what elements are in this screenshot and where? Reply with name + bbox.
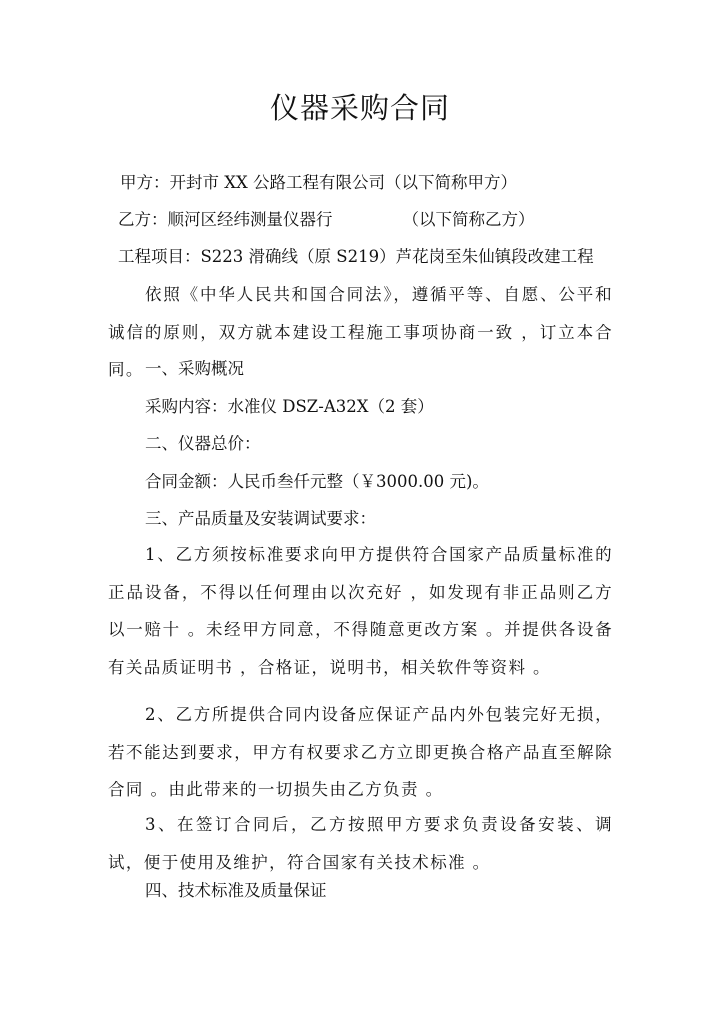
project-line: 工程项目：S223 滑确线（原 S219）芦花岗至朱仙镇段改建工程: [118, 247, 594, 266]
section-3-item-2: 2、乙方所提供合同内设备应保证产品内外包装完好无损，若不能达到要求，甲方有权要求乙方立即更换合格产品直至解除合同 。由此带来的一切损失由乙方负责 。: [108, 705, 613, 799]
section-3-item-1: 1、乙方须按标准要求向甲方提供符合国家产品质量标准的正品设备，不得以任何理由以次充好 ，如发现有非正品则乙方以一赔十 。未经甲方同意，不得随意更改方案 。并提供各设备有关品质证明书 ，合格证，说明书，相关软件等资料 。: [108, 545, 613, 677]
section-1-heading: 一、采购概况: [145, 359, 244, 378]
section-3-item-3: 3、在签订合同后，乙方按照甲方要求负责设备安装、调试，便于使用及维护，符合国家有关技术标准 。: [108, 815, 613, 872]
document-title: 仪器采购合同: [269, 91, 450, 125]
party-b-name: 乙方：顺河区经纬测量仪器行: [118, 210, 333, 229]
party-b-alias: （以下简称乙方）: [402, 210, 535, 229]
section-1-body: 采购内容：水准仪 DSZ-A32X（2 套）: [145, 397, 434, 416]
party-b-line: [118, 209, 535, 231]
party-a-line: 甲方：开封市 XX 公路工程有限公司（以下简称甲方）: [120, 173, 517, 192]
section-3-heading: 三、产品质量及安装调试要求：: [145, 509, 376, 528]
section-4-heading: 四、技术标准及质量保证: [145, 881, 327, 900]
preamble-paragraph: 依照《中华人民共和国合同法》，遵循平等、自愿、公平和诚信的原则，双方就本建设工程施工事项协商一致 ，订立本合同。: [108, 285, 613, 379]
section-2-heading: 二、仪器总价：: [145, 434, 261, 453]
section-2-body: 合同金额：人民币叁仟元整（￥3000.00 元)。: [145, 472, 489, 491]
